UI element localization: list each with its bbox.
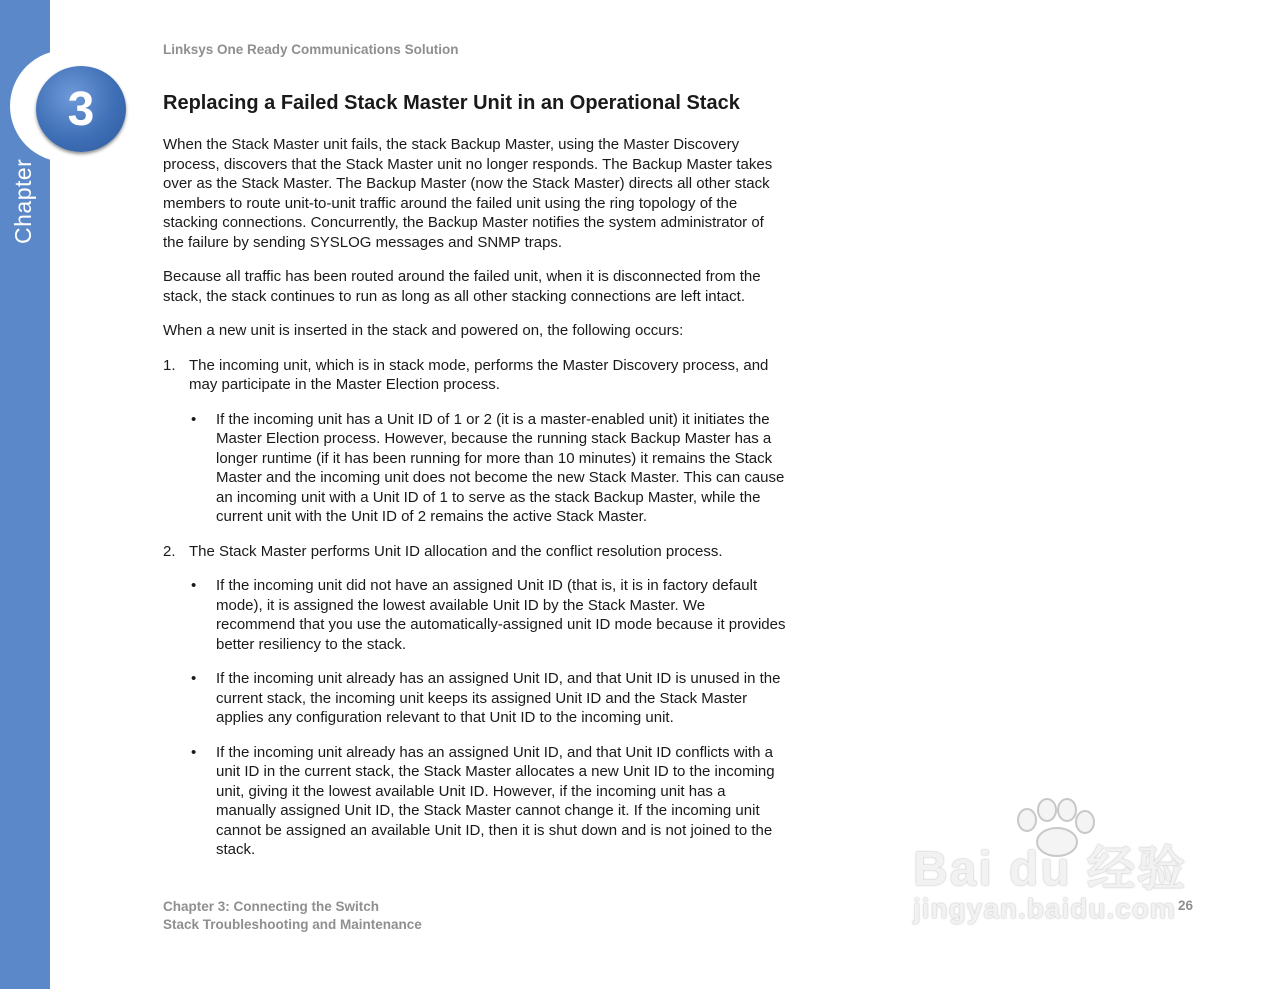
watermark-site: jingyan.baidu.com — [913, 893, 1176, 924]
page-content — [163, 92, 788, 875]
paragraph: Because all traffic has been routed around the failed unit, when it is disconnected from the stack, the stack continues to run as long as all other stacking connections are left intact. — [163, 268, 761, 305]
chapter-number-badge: 3 — [36, 66, 126, 152]
watermark-brand: Bai du 经验 — [913, 843, 1188, 896]
bullet-item — [163, 576, 788, 654]
page-number: 26 — [1178, 898, 1194, 913]
bullet-text: If the incoming unit has a Unit ID of 1 or 2 (it is a master-enabled unit) it initiates the Master Election process. However, because the running stack Backup Master has a longer runtime (if it has been running for more than 10 minutes) it remains the Stack Master and the incoming unit does not become the new Stack Master. This can cause an incoming unit with a Unit ID of 1 to serve as the stack Backup Master, while the current unit with the Unit ID of 2 remains the active Stack Master. — [216, 410, 785, 525]
numbered-step — [163, 542, 788, 562]
bullet-item — [163, 669, 788, 728]
bullet-icon: • — [191, 670, 197, 687]
bullet-item — [163, 743, 788, 860]
document-header: Linksys One Ready Communications Solution — [163, 42, 459, 57]
footer-section: Stack Troubleshooting and Maintenance — [163, 917, 422, 932]
watermark — [905, 790, 1205, 940]
bullet-text: If the incoming unit already has an assigned Unit ID, and that Unit ID conflicts with a unit ID in the current stack, the Stack Master allocates a new Unit ID to the incoming unit, giving it the lowest available Unit ID. However, if the incoming unit has a manually assigned Unit ID, the Stack Master cannot change it. If the incoming unit cannot be assigned an available Unit ID, then it is shut down and is not joined to the stack. — [216, 743, 775, 858]
paragraph: When the Stack Master unit fails, the stack Backup Master, using the Master Discovery process, discovers that the Stack Master unit no longer responds. The Backup Master takes over as the Stack Master. The Backup Master (now the Stack Master) directs all other stack members to route unit-to-unit traffic around the failed unit using the ring topology of the stacking connections. Concurrently, the Backup Master notifies the system administrator of the failure by sending SYSLOG messages and SNMP traps. — [163, 136, 773, 251]
bullet-item — [163, 410, 788, 527]
page-footer — [163, 898, 422, 934]
bullet-text: If the incoming unit already has an assigned Unit ID, and that Unit ID is unused in the current stack, the incoming unit keeps its assigned Unit ID and the Stack Master applies any configuration relevant to that Unit ID to the incoming unit. — [216, 670, 781, 726]
step-number: 1. — [163, 356, 176, 374]
bullet-icon: • — [191, 577, 197, 594]
chapter-label: Chapter — [10, 158, 36, 244]
numbered-step — [163, 356, 788, 395]
bullet-text: If the incoming unit did not have an assigned Unit ID (that is, it is in factory default mode), it is assigned the lowest available Unit ID by the Stack Master. We recommend that you use the automatically-assigned unit ID mode because it provides better resiliency to the stack. — [216, 577, 786, 653]
section-title: Replacing a Failed Stack Master Unit in an Operational Stack — [163, 92, 740, 114]
step-number: 2. — [163, 542, 176, 560]
bullet-icon: • — [191, 410, 197, 428]
paragraph: When a new unit is inserted in the stack and powered on, the following occurs: — [163, 322, 684, 339]
step-text: The incoming unit, which is in stack mode, performs the Master Discovery process, and may participate in the Master Election process. — [189, 356, 769, 393]
bullet-icon: • — [191, 743, 197, 761]
footer-chapter: Chapter 3: Connecting the Switch — [163, 899, 380, 914]
step-text: The Stack Master performs Unit ID allocation and the conflict resolution process. — [189, 542, 723, 560]
